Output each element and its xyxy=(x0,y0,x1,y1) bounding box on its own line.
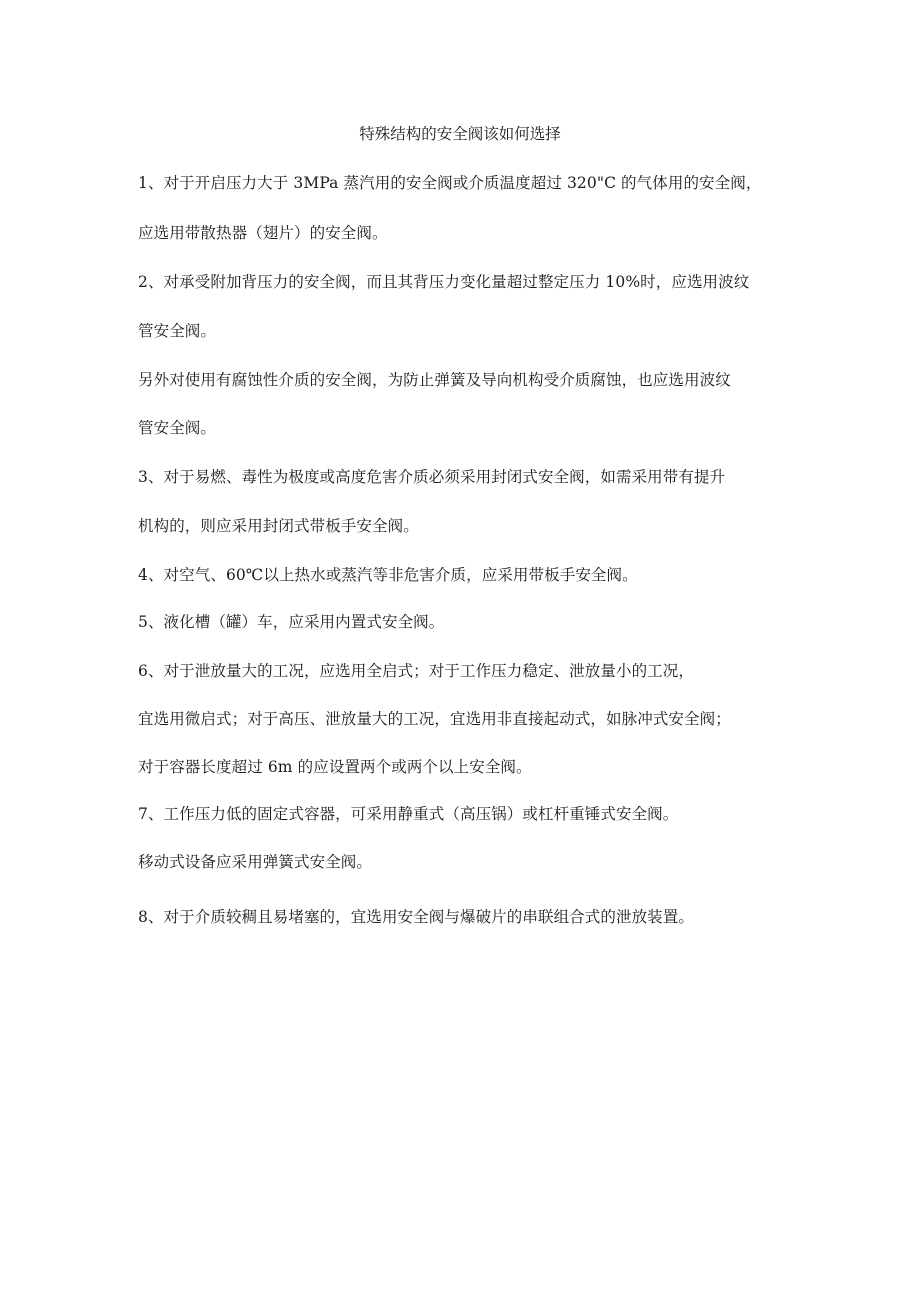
paragraph-line-8: 机构的，则应采用封闭式带板手安全阀。 xyxy=(138,517,419,535)
paragraph-line-2: 应选用带散热器（翅片）的安全阀。 xyxy=(138,224,388,242)
paragraph-line-11: 6、对于泄放量大的工况，应选用全启式；对于工作压力稳定、泄放量小的工况， xyxy=(138,662,694,680)
paragraph-line-9: 4、对空气、60℃以上热水或蒸汽等非危害介质，应采用带板手安全阀。 xyxy=(138,566,638,584)
paragraph-line-15: 移动式设备应采用弹簧式安全阀。 xyxy=(138,853,373,871)
paragraph-line-3: 2、对承受附加背压力的安全阀，而且其背压力变化量超过整定压力 10%时，应选用波纹 xyxy=(138,273,750,291)
paragraph-line-12: 宜选用微启式；对于高压、泄放量大的工况，宜选用非直接起动式，如脉冲式安全阀； xyxy=(138,710,731,728)
paragraph-line-7: 3、对于易燃、毒性为极度或高度危害介质必须采用封闭式安全阀，如需采用带有提升 xyxy=(138,468,726,486)
paragraph-line-10: 5、液化槽（罐）车，应采用内置式安全阀。 xyxy=(138,613,445,631)
document-title: 特殊结构的安全阀该如何选择 xyxy=(359,125,561,143)
paragraph-line-5: 另外对使用有腐蚀性介质的安全阀，为防止弹簧及导向机构受介质腐蚀，也应选用波纹 xyxy=(138,371,731,389)
paragraph-line-16: 8、对于介质较稠且易堵塞的，宜选用安全阀与爆破片的串联组合式的泄放装置。 xyxy=(138,908,694,926)
paragraph-line-14: 7、工作压力低的固定式容器，可采用静重式（高压锅）或杠杆重锤式安全阀。 xyxy=(138,805,679,823)
paragraph-line-1: 1、对于开启压力大于 3MPa 蒸汽用的安全阀或介质温度超过 320"C 的气体用的安全阀， xyxy=(138,174,762,192)
paragraph-line-6: 管安全阀。 xyxy=(138,419,217,437)
paragraph-line-13: 对于容器长度超过 6m 的应设置两个或两个以上安全阀。 xyxy=(138,758,532,776)
paragraph-line-4: 管安全阀。 xyxy=(138,322,217,340)
